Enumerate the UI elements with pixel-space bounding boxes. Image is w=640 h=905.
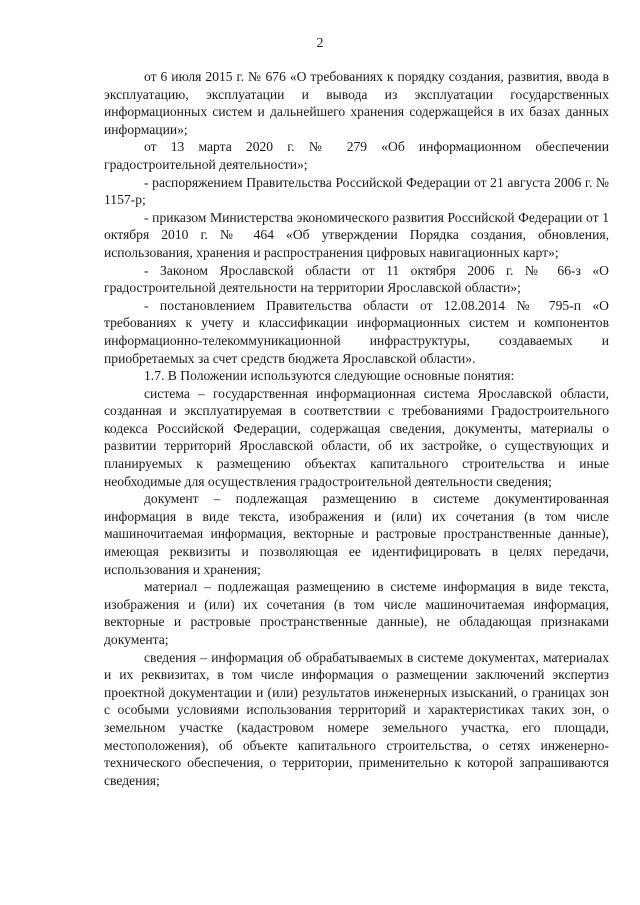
paragraph-order-464: - приказом Министерства экономического развития Российской Федерации от 1 октября 2010 г. № 464 «Об утверждении Порядка создания, обновления, использования, хранения и распространения цифровых навигационных карт»; <box>104 209 609 260</box>
paragraph-law-66z: - Законом Ярославской области от 11 октября 2006 г. № 66-з «О градостроительной деятельности на территории Ярославской области»; <box>104 262 609 296</box>
document-body <box>104 68 609 789</box>
paragraph-law-676: от 6 июля 2015 г. № 676 «О требованиях к порядку создания, развития, ввода в эксплуатацию, эксплуатации и вывода из эксплуатации государственных информационных систем и дальнейшего хранения содержащейся в их базах данных информации»; <box>104 69 609 137</box>
definition-document: документ – подлежащая размещению в системе документированная информация в виде текста, изображения и (или) их сочетания (в том числе машиночитаемая информация, векторные и растровые пространственные данные), имеющая реквизиты и позволяющая ее идентифицировать в целях передачи, использования и хранения; <box>104 491 609 577</box>
paragraph-order-1157: - распоряжением Правительства Российской Федерации от 21 августа 2006 г. № 1157-р; <box>104 174 609 208</box>
paragraph-law-279: от 13 марта 2020 г. № 279 «Об информационном обеспечении градостроительной деятельности»; <box>104 139 609 172</box>
definition-system: система – государственная информационная система Ярославской области, созданная и эксплуатируемая в соответствии с требованиями Градостроительного кодекса Российской Федерации, содержащая сведения, документы, материалы о развитии территорий Ярославской области, об их застройке, о существующих и планируемых к размещению объектах капитального строительства и иные необходимые для осуществления градостроительной деятельности сведения; <box>104 385 609 489</box>
paragraph-resolution-795p: - постановлением Правительства области от 12.08.2014 № 795-п «О требованиях к учету и классификации информационных систем и компонентов информационно-телекоммуникационной инфраструктуры, создаваемых и приобретаемых за счет средств бюджета Ярославской области». <box>104 297 609 366</box>
definition-information: сведения – информация об обрабатываемых в системе документах, материалах и их реквизитах, в том числе информация о размещении заключений экспертиз проектной документации и (или) результатов инженерных изысканий, о границах зон с особыми условиями использования территорий и характеристиках таких зон, о земельном участке (кадастровом номере земельного участка, его площади, местоположения), об объекте капитального строительства, о сетях инженерно-технического обеспечения, о территории, применительно к которой запрашиваются сведения; <box>104 649 609 788</box>
definition-material: материал – подлежащая размещению в системе информация в виде текста, изображения и (или) их сочетания (в том числе машиночитаемая информация, векторные и растровые пространственные данные), не обладающая признаками документа; <box>104 579 609 647</box>
paragraph-section-1-7: 1.7. В Положении используются следующие основные понятия: <box>144 368 515 384</box>
page-number: 2 <box>316 36 324 51</box>
